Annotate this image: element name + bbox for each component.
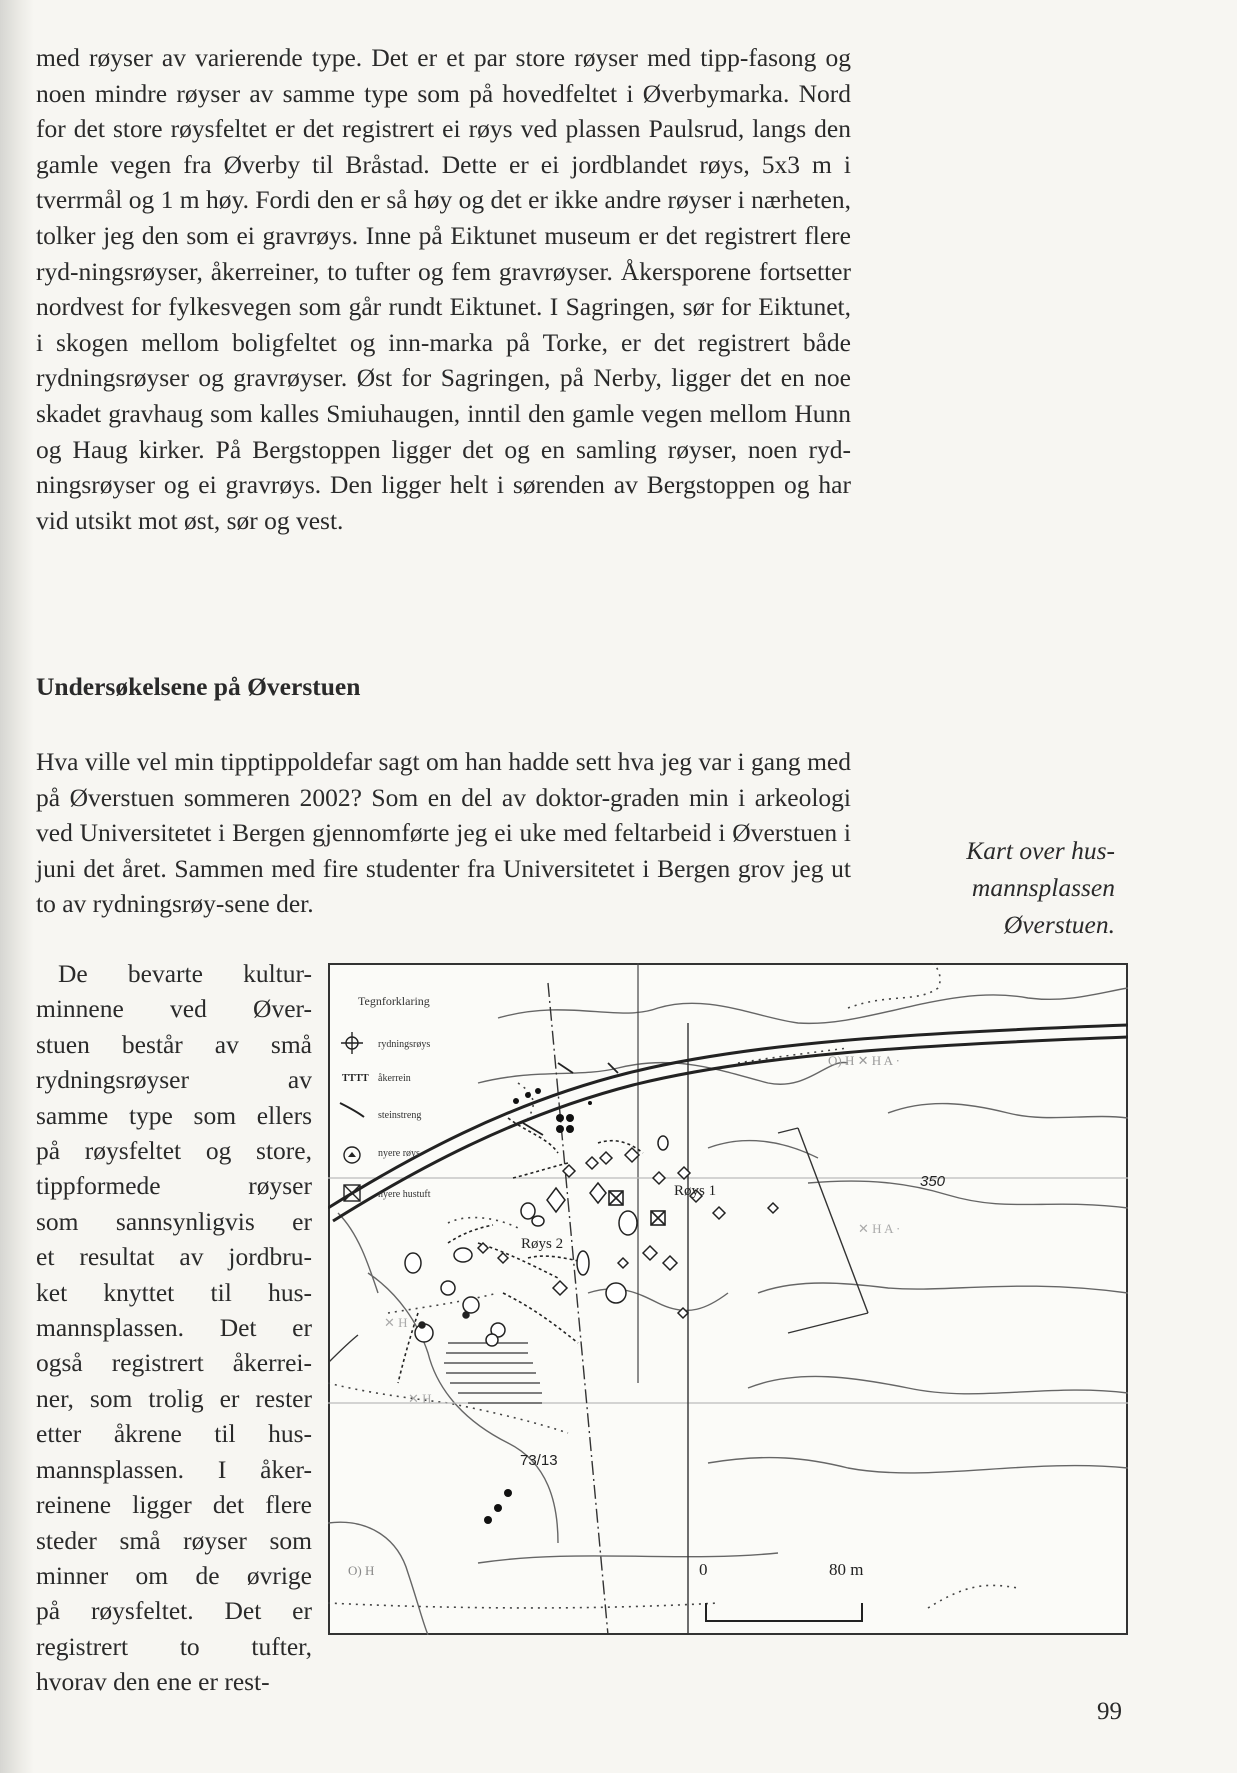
legend-label-nyere-roys: nyere røys [378,1148,420,1159]
body-paragraph-3 [36,956,312,1700]
text-line: som sannsynligvis er [36,1206,312,1236]
dotted-paths [328,963,1018,1608]
text-line: også registrert åkerrei- [36,1348,312,1378]
body-paragraph-1: med røyser av varierende type. Det er et par store røyser med tipp-fasong og noen mindre røyser av samme type som på hovedfeltet i Øverbymarka. Nord for det store røysfeltet er det registrert ei røys ved plassen Paulsrud, langs den gamle vegen fra Øverby til Bråstad. Dette er ei jordblandet røys, 5x3 m i tverrmål og 1 m høy. Fordi den er så høy og det er ikke andre røyser i nærheten, tolker jeg den som ei gravrøys. Inne på Eiktunet museum er det registrert flere ryd-ningsrøyser, åkerreiner, to tufter og fem gravrøyser. Åkersporene fortsetter nordvest for fylkesvegen som går rundt Eiktunet. I Sagringen, sør for Eiktunet, i skogen mellom boligfeltet og inn-marka på Torke, er det registrert både rydningsrøyser og gravrøyser. Øst for Sagringen, på Nerby, ligger det en noe skadet gravhaug som kalles Smiuhaugen, inntil den gamle vegen mellom Hunn og Haug kirker. På Bergstoppen ligger det og en samling røyser, noen ryd-ningsrøyser og ei gravrøys. Den ligger helt i sørenden av Bergstoppen og har vid utsikt mot øst, sør og vest. [36,43,851,535]
text-line: etter åkrene til hus- [36,1419,312,1449]
text-line: ket knyttet til hus- [36,1277,312,1307]
text-line: De bevarte kultur- [58,959,312,988]
label-oh-bottom: O) H [348,1563,375,1578]
section-heading: Undersøkelsene på Øverstuen [36,672,361,701]
field-edge-icon: TTTT [342,1073,369,1084]
scale-start-label: 0 [699,1560,708,1579]
label-ha-right: ✕ H A · [858,1221,901,1236]
contour-lines [328,988,1128,1635]
text-line: mannsplassen. I åker- [36,1454,312,1484]
legend-label-steinstreng: steinstreng [378,1110,422,1121]
text-line: rydningsrøyser av [36,1065,312,1095]
text-line: mannsplassen. Det er [36,1313,312,1343]
text-line: minnene ved Øver- [36,994,312,1024]
clearance-cairn-icon [341,1032,363,1054]
map-caption: Kart over hus-mannsplassen Øverstuen. [966,836,1115,939]
scale-bar [699,1560,863,1621]
modern-cairn-icon [344,1147,360,1163]
text-line: på røysfeltet og store, [36,1136,312,1166]
page-gutter-shadow [0,0,34,1773]
text-line: samme type som ellers [36,1100,312,1130]
label-h-mid: ✕ H [384,1315,408,1330]
legend-title: Tegnforklaring [358,994,430,1008]
legend-label-akerrein: åkerrein [378,1073,411,1084]
label-xh-left: ✕ H [408,1391,432,1406]
text-line: registrert to tufter, [36,1631,312,1661]
text-line: på røysfeltet. Det er [36,1596,312,1626]
text-line: reinene ligger det flere [36,1490,312,1520]
scale-bar-line [706,1603,862,1621]
legend-label-nyere-hustuft: nyere hustuft [378,1189,431,1200]
legend-label-rydningsroys: rydningsrøys [378,1039,431,1050]
text-line: tippformede røyser [36,1171,312,1201]
hatched-area [444,1343,542,1403]
site-map [328,963,1128,1635]
text-line: minner om de øvrige [36,1560,312,1590]
map-frame [329,964,1127,1634]
label-roys-2: Røys 2 [521,1236,564,1252]
label-roys-1: Røys 1 [674,1183,717,1199]
page-number: 99 [1097,1698,1122,1725]
label-contour-350: 350 [920,1173,946,1190]
body-paragraph-2: Hva ville vel min tipptippoldefar sagt om han hadde sett hva jeg var i gang med på Øverstuen sommeren 2002? Som en del av doktor-graden min i arkeologi ved Universitetet i Bergen gjennomførte jeg ei uke med feltarbeid i Øverstuen i juni det året. Sammen med fire studenter fra Universitetet i Bergen grov jeg ut to av rydningsrøy-sene der. [36,747,851,919]
label-parcel: 73/13 [520,1452,558,1469]
text-line: steder små røyser som [36,1525,312,1555]
road [328,1025,1128,1221]
modern-house-ruin-icon [344,1185,360,1201]
scale-end-label: 80 m [829,1560,864,1579]
stone-row-icon [340,1103,364,1117]
text-line: et resultat av jordbru- [36,1242,312,1272]
map-legend [340,994,431,1201]
text-line: stuen består av små [36,1029,312,1059]
text-line: hvorav den ene er rest- [36,1667,270,1697]
label-ha-top: O) H ✕ H A · [828,1053,900,1068]
text-line: ner, som trolig er rester [36,1383,312,1413]
